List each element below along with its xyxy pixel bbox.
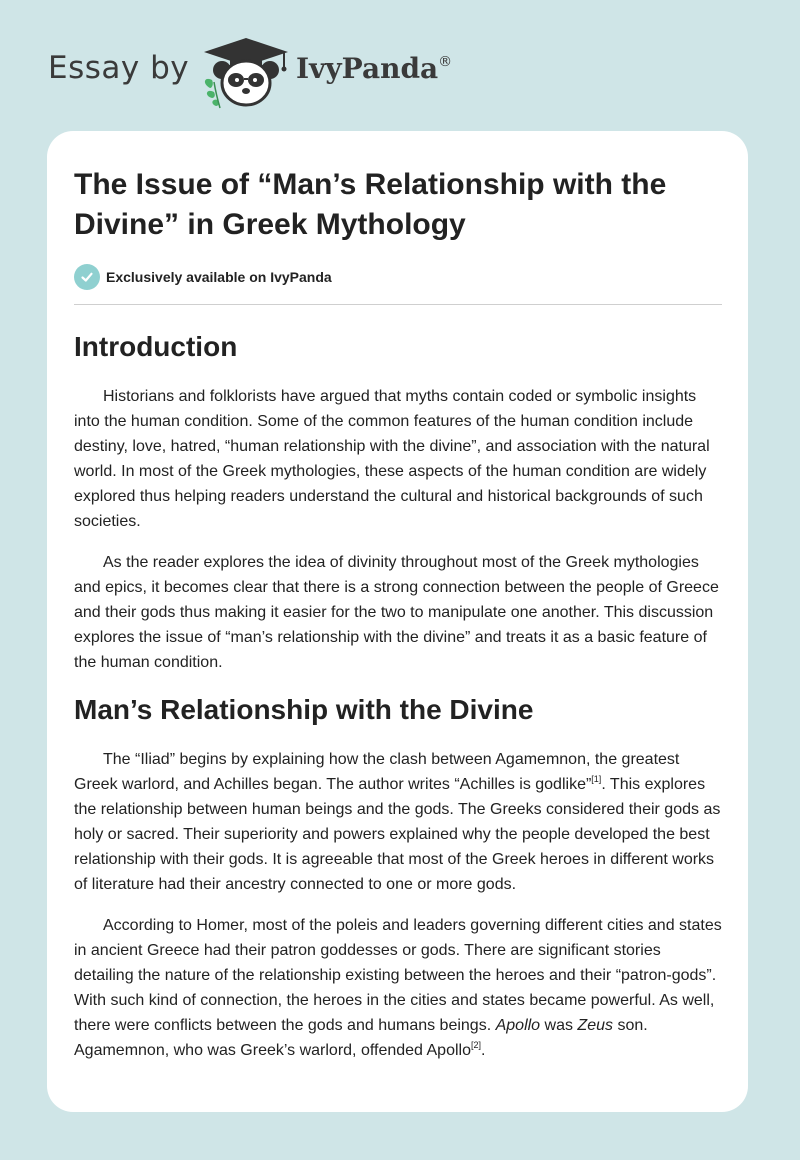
emphasis-zeus: Zeus [577,1017,613,1034]
trademark-mark: ® [438,54,453,70]
paragraph [74,747,722,897]
exclusive-badge [74,263,722,291]
paragraph-text: The “Iliad” begins by explaining how the clash between Agamemnon, the greatest Greek warlord, and Achilles began. The author writes “Achilles is godlike” [74,751,680,793]
panda-logo-icon[interactable] [200,36,292,110]
paragraph-text: . [480,1042,486,1059]
section-heading-introduction: Introduction [74,331,238,362]
essay-title: The Issue of “Man’s Relationship with the Divine” in Greek Mythology [74,168,667,241]
paragraph-text: was [540,1017,578,1034]
essay-content [74,165,722,1063]
footnote-link-1[interactable]: [1] [591,774,602,784]
exclusive-badge-text: Exclusively available on IvyPanda [106,269,332,285]
section-heading-relationship: Man’s Relationship with the Divine [74,694,534,725]
brand-name[interactable] [296,52,452,85]
essay-by-label: Essay by [48,50,190,86]
paragraph: As the reader explores the idea of divinity throughout most of the Greek mythologies and epics, it becomes clear that there is a strong connection between the people of Greece and their gods thus making it easier for the two to manipulate one another. This discussion explores the issue of “man’s relationship with the divine” and treats it as a basic feature of the human condition. [74,554,719,671]
divider [74,304,722,305]
paragraph: Historians and folklorists have argued that myths contain coded or symbolic insights into the human condition. Some of the common features of the human condition include destiny, love, hatred, “human relationship with the divine”, and association with the natural world. In most of the Greek mythologies, these aspects of the human condition are widely explored thus helping readers understand the cultural and historical backgrounds of such societies. [74,388,710,530]
essay-card [47,131,748,1112]
paragraph [74,913,722,1063]
footnote-link-2[interactable]: [2] [470,1040,481,1050]
paragraph-text: son. Agamemnon, who was Greek’s warlord, offended Apollo [74,1017,648,1059]
emphasis-apollo: Apollo [495,1017,541,1034]
check-icon [74,264,100,290]
paragraph-text: According to Homer, most of the poleis and leaders governing different cities and states in ancient Greece had their patron goddesses or gods. There are significant stories detailing the nature of the relationship existing between the heroes and their “patron-gods”. With such kind of connection, the heroes in the cities and states became powerful. As well, there were conflicts between the gods and humans beings. [74,917,722,1034]
site-header [0,0,800,130]
paragraph-text: . This explores the relationship between human beings and the gods. The Greeks considered their gods as holy or sacred. Their superiority and powers explained why the people developed the best relationship with their gods. It is agreeable that most of the Greek heroes in different works of literature had their ancestry connected to one or more gods. [74,776,721,893]
brand-text: IvyPanda [296,52,439,85]
